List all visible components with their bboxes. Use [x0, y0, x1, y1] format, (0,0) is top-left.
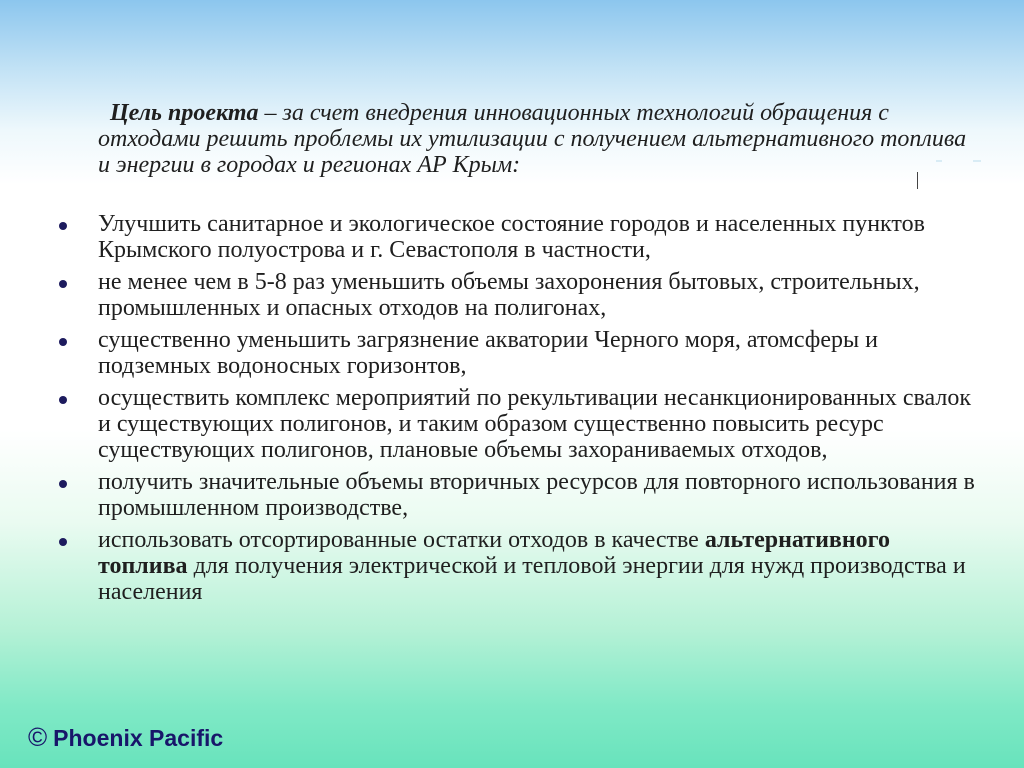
footer-brand	[28, 722, 223, 753]
list-item	[98, 269, 978, 321]
list-item	[98, 385, 978, 463]
bullet-icon	[59, 396, 67, 404]
copyright-icon: ©	[28, 722, 48, 752]
goal-title: Цель проекта	[110, 100, 259, 126]
decorative-dash	[936, 160, 942, 162]
alternative-fuel-emphasis: альтернативного топлива	[98, 527, 890, 579]
bullet-text: не менее чем в 5-8 раз уменьшить объемы захоронения бытовых, строительных, промышленных и опасных отходов на полигонах,	[98, 269, 920, 321]
brand-name: Phoenix Pacific	[53, 725, 224, 751]
decorative-dash	[973, 160, 981, 162]
project-goal-paragraph	[98, 100, 968, 178]
list-item	[98, 469, 978, 521]
bullet-icon	[59, 538, 67, 546]
bullet-text-after: для получения электрической и тепловой энергии для нужд производства и населения	[98, 553, 966, 605]
bullet-icon	[59, 338, 67, 346]
bullet-text: получить значительные объемы вторичных ресурсов для повторного использования в промышленном производстве,	[98, 469, 975, 521]
list-item	[98, 211, 978, 263]
bullet-text: Улучшить санитарное и экологическое состояние городов и населенных пунктов Крымского полуострова и г. Севастополя в частности,	[98, 211, 925, 263]
bullet-icon	[59, 280, 67, 288]
bullet-text-before: использовать отсортированные остатки отходов в качестве	[98, 527, 705, 553]
list-item	[98, 527, 978, 605]
bullet-text: существенно уменьшить загрязнение акватории Черного моря, атомсферы и подземных водоносных горизонтов,	[98, 327, 878, 379]
list-item	[98, 327, 978, 379]
bullet-list	[98, 211, 978, 611]
goal-text: – за счет внедрения инновационных технологий обращения с отходами решить проблемы их утилизации с получением альтернативного топлива и энергии в городах и регионах АР Крым:	[98, 100, 967, 178]
bullet-text: осуществить комплекс мероприятий по рекультивации несанкционированных свалок и существующих полигонов, и таким образом существенно повысить ресурс существующих полигонов, плановые объемы захораниваемых отходов,	[98, 385, 972, 463]
text-cursor-mark	[917, 172, 918, 189]
bullet-icon	[59, 222, 67, 230]
bullet-icon	[59, 480, 67, 488]
